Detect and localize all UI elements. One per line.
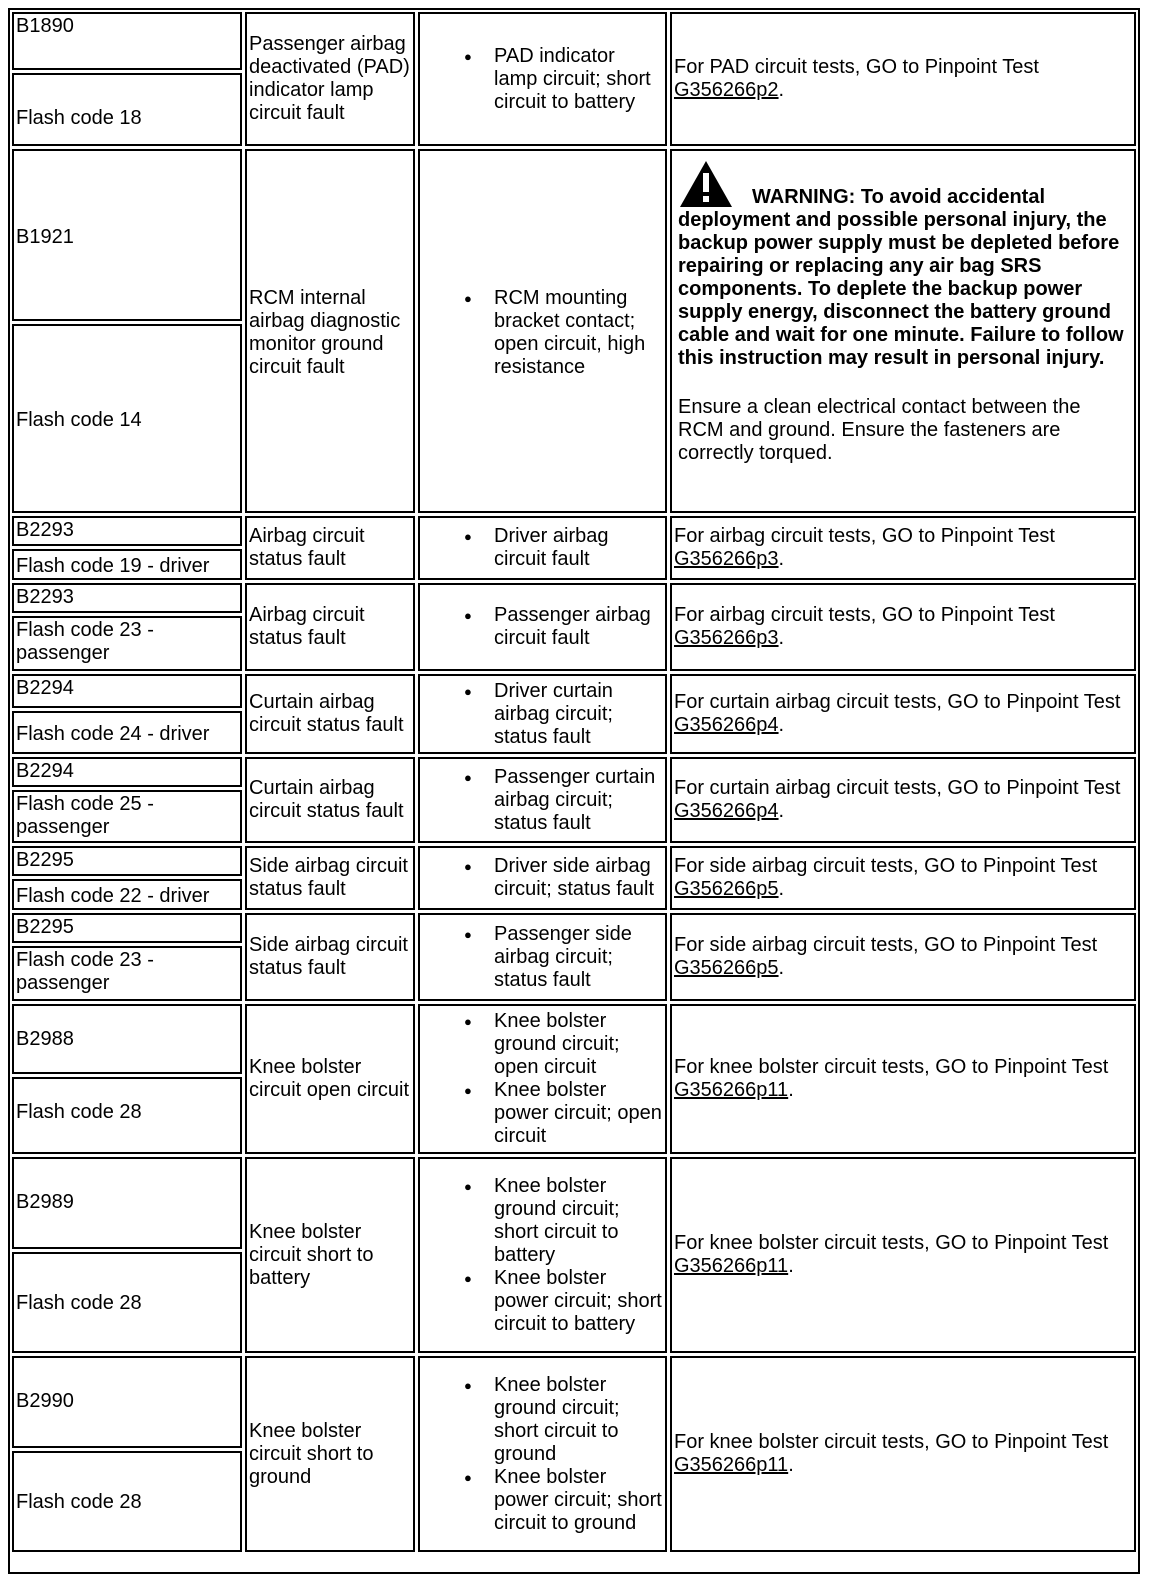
action-text: For curtain airbag circuit tests, GO to Pinpoint Test G356266p4. — [674, 691, 1121, 736]
pinpoint-test-link[interactable]: G356266p3 — [674, 548, 779, 570]
pinpoint-test-link[interactable]: G356266p5 — [674, 957, 779, 979]
warning-block — [678, 159, 1130, 370]
table-row — [12, 1004, 1136, 1154]
dtc-cell — [12, 913, 242, 1001]
cause-list — [444, 287, 663, 379]
table-row — [12, 913, 1136, 1001]
dtc-code-box — [12, 12, 242, 70]
dtc-code: B2295 — [16, 849, 74, 871]
dtc-cell — [12, 516, 242, 580]
flash-code: Flash code 28 — [16, 1491, 142, 1513]
pinpoint-test-link[interactable]: G356266p4 — [674, 714, 779, 736]
action-cell — [670, 674, 1136, 754]
condition-text: Knee bolster circuit short to battery — [249, 1220, 374, 1289]
dtc-code: B2293 — [16, 586, 74, 608]
dtc-code: B2293 — [16, 519, 74, 541]
dtc-cell — [12, 1157, 242, 1353]
dtc-cell — [12, 583, 242, 671]
list-item: ● Passenger curtain airbag circuit; status fault — [444, 766, 663, 835]
table-row — [12, 674, 1136, 754]
flash-code-box — [12, 616, 242, 671]
dtc-code: B2295 — [16, 916, 74, 938]
causes-cell — [418, 516, 667, 580]
flash-code-box — [12, 879, 242, 910]
condition-text: Curtain airbag circuit status fault — [249, 691, 404, 736]
causes-cell — [418, 1356, 667, 1552]
causes-cell — [418, 674, 667, 754]
list-item: ● Driver side airbag circuit; status fault — [444, 855, 663, 901]
condition-cell — [245, 12, 415, 146]
flash-code-box — [12, 73, 242, 146]
dtc-code-box — [12, 583, 242, 613]
condition-cell — [245, 583, 415, 671]
condition-cell — [245, 674, 415, 754]
condition-text: Airbag circuit status fault — [249, 604, 365, 649]
dtc-code-box — [12, 674, 242, 708]
action-text: For airbag circuit tests, GO to Pinpoint Test G356266p3. — [674, 525, 1055, 570]
flash-code: Flash code 28 — [16, 1101, 142, 1123]
list-item: ● PAD indicator lamp circuit; short circuit to battery — [444, 45, 663, 114]
flash-code-box — [12, 1252, 242, 1353]
condition-cell — [245, 1356, 415, 1552]
warning-text: deployment and possible personal injury, the backup power supply must be depleted before repairing or replacing any air bag SRS components. To deplete the backup power supply energy, disconnect the battery ground cable and wait for one minute. Failure to follow this instruction may result in personal injury. — [678, 209, 1124, 369]
dtc-cell — [12, 1004, 242, 1154]
flash-code: Flash code 24 - driver — [16, 723, 210, 745]
dtc-code-box — [12, 1157, 242, 1249]
dtc-code-box — [12, 913, 242, 943]
flash-code: Flash code 28 — [16, 1292, 142, 1314]
action-text: For knee bolster circuit tests, GO to Pinpoint Test G356266p11. — [674, 1431, 1109, 1476]
pinpoint-test-link[interactable]: G356266p11 — [674, 1079, 789, 1101]
flash-code: Flash code 23 - passenger — [16, 949, 154, 994]
pinpoint-test-link[interactable]: G356266p11 — [674, 1454, 789, 1476]
flash-code-box — [12, 1077, 242, 1154]
causes-cell — [418, 1004, 667, 1154]
cause-list — [444, 45, 663, 114]
causes-cell — [418, 1157, 667, 1353]
flash-code-box — [12, 1451, 242, 1552]
pinpoint-test-link[interactable]: G356266p3 — [674, 627, 779, 649]
flash-code: Flash code 22 - driver — [16, 885, 210, 907]
action-cell — [670, 516, 1136, 580]
dtc-code: B2294 — [16, 677, 74, 699]
cause-list — [444, 604, 663, 650]
dtc-code: B2989 — [16, 1191, 74, 1213]
flash-code: Flash code 19 - driver — [16, 555, 210, 577]
dtc-code-box — [12, 846, 242, 876]
action-cell — [670, 149, 1136, 513]
list-item: ● Knee bolster ground circuit; open circuit — [444, 1010, 663, 1079]
list-item: ● RCM mounting bracket contact; open circuit, high resistance — [444, 287, 663, 379]
action-text: For PAD circuit tests, GO to Pinpoint Test G356266p2. — [674, 56, 1039, 101]
table-row — [12, 149, 1136, 513]
dtc-cell — [12, 846, 242, 910]
flash-code-box — [12, 711, 242, 754]
causes-cell — [418, 149, 667, 513]
condition-text: Curtain airbag circuit status fault — [249, 777, 404, 822]
warning-label: WARNING: To avoid accidental — [752, 186, 1045, 208]
causes-cell — [418, 846, 667, 910]
causes-cell — [418, 913, 667, 1001]
dtc-cell — [12, 149, 242, 513]
cause-list — [444, 1374, 663, 1535]
condition-cell — [245, 516, 415, 580]
action-cell — [670, 913, 1136, 1001]
action-cell — [670, 757, 1136, 843]
action-text: Ensure a clean electrical contact between the RCM and ground. Ensure the fasteners are correctly torqued. — [678, 396, 1081, 464]
condition-cell — [245, 846, 415, 910]
table-row — [12, 516, 1136, 580]
list-item: ● Knee bolster power circuit; open circuit — [444, 1079, 663, 1148]
action-cell — [670, 1356, 1136, 1552]
dtc-cell — [12, 1356, 242, 1552]
condition-text: Side airbag circuit status fault — [249, 934, 408, 979]
condition-cell — [245, 1157, 415, 1353]
dtc-cell — [12, 12, 242, 146]
dtc-cell — [12, 757, 242, 843]
condition-cell — [245, 149, 415, 513]
dtc-table — [8, 8, 1140, 1574]
dtc-code: B2988 — [16, 1028, 74, 1050]
cause-list — [444, 923, 663, 992]
list-item: ● Passenger side airbag circuit; status fault — [444, 923, 663, 992]
action-text: For airbag circuit tests, GO to Pinpoint Test G356266p3. — [674, 604, 1055, 649]
action-text: For knee bolster circuit tests, GO to Pinpoint Test G356266p11. — [674, 1056, 1109, 1101]
condition-cell — [245, 757, 415, 843]
causes-cell — [418, 757, 667, 843]
condition-text: Side airbag circuit status fault — [249, 855, 408, 900]
flash-code-box — [12, 790, 242, 843]
cause-list — [444, 766, 663, 835]
action-text: For side airbag circuit tests, GO to Pinpoint Test G356266p5. — [674, 855, 1098, 900]
warning-triangle-icon — [678, 159, 734, 209]
flash-code-box — [12, 549, 242, 580]
table-row — [12, 12, 1136, 146]
table-row — [12, 1356, 1136, 1552]
dtc-cell — [12, 674, 242, 754]
pinpoint-test-link[interactable]: G356266p2 — [674, 79, 779, 101]
list-item: ● Passenger airbag circuit fault — [444, 604, 663, 650]
table-row — [12, 757, 1136, 843]
condition-cell — [245, 913, 415, 1001]
action-cell — [670, 1004, 1136, 1154]
flash-code: Flash code 25 - passenger — [16, 793, 154, 838]
cause-list — [444, 855, 663, 901]
action-cell — [670, 583, 1136, 671]
cause-list — [444, 525, 663, 571]
dtc-code: B1890 — [16, 15, 74, 37]
flash-code-box — [12, 946, 242, 1001]
action-text: For curtain airbag circuit tests, GO to Pinpoint Test G356266p4. — [674, 777, 1121, 822]
table-row — [12, 583, 1136, 671]
flash-code-box — [12, 324, 242, 513]
list-item: ● Knee bolster power circuit; short circuit to ground — [444, 1466, 663, 1535]
list-item: ● Knee bolster power circuit; short circuit to battery — [444, 1267, 663, 1336]
action-cell — [670, 12, 1136, 146]
cause-list — [444, 1010, 663, 1148]
flash-code: Flash code 18 — [16, 107, 142, 129]
action-text: For knee bolster circuit tests, GO to Pinpoint Test G356266p11. — [674, 1232, 1109, 1277]
pinpoint-test-link[interactable]: G356266p11 — [674, 1255, 789, 1277]
dtc-code-box — [12, 516, 242, 546]
condition-text: Airbag circuit status fault — [249, 525, 365, 570]
causes-cell — [418, 583, 667, 671]
condition-text: Passenger airbag deactivated (PAD) indicator lamp circuit fault — [249, 33, 410, 124]
pinpoint-test-link[interactable]: G356266p5 — [674, 878, 779, 900]
list-item: ● Driver curtain airbag circuit; status fault — [444, 680, 663, 749]
condition-text: RCM internal airbag diagnostic monitor ground circuit fault — [249, 287, 401, 378]
action-cell — [670, 846, 1136, 910]
dtc-code: B2990 — [16, 1390, 74, 1412]
list-item: ● Knee bolster ground circuit; short circuit to battery — [444, 1175, 663, 1267]
table-row — [12, 846, 1136, 910]
list-item: ● Knee bolster ground circuit; short circuit to ground — [444, 1374, 663, 1466]
action-text: For side airbag circuit tests, GO to Pinpoint Test G356266p5. — [674, 934, 1098, 979]
dtc-code-box — [12, 1356, 242, 1448]
dtc-code-box — [12, 1004, 242, 1074]
condition-text: Knee bolster circuit short to ground — [249, 1419, 374, 1488]
table-row — [12, 1157, 1136, 1353]
cause-list — [444, 680, 663, 749]
dtc-code-box — [12, 149, 242, 321]
dtc-code-box — [12, 757, 242, 787]
flash-code: Flash code 14 — [16, 409, 142, 431]
dtc-code: B2294 — [16, 760, 74, 782]
cause-list — [444, 1175, 663, 1336]
list-item: ● Driver airbag circuit fault — [444, 525, 663, 571]
flash-code: Flash code 23 - passenger — [16, 619, 154, 664]
condition-text: Knee bolster circuit open circuit — [249, 1056, 410, 1101]
dtc-code: B1921 — [16, 226, 74, 248]
causes-cell — [418, 12, 667, 146]
pinpoint-test-link[interactable]: G356266p4 — [674, 800, 779, 822]
action-cell — [670, 1157, 1136, 1353]
condition-cell — [245, 1004, 415, 1154]
